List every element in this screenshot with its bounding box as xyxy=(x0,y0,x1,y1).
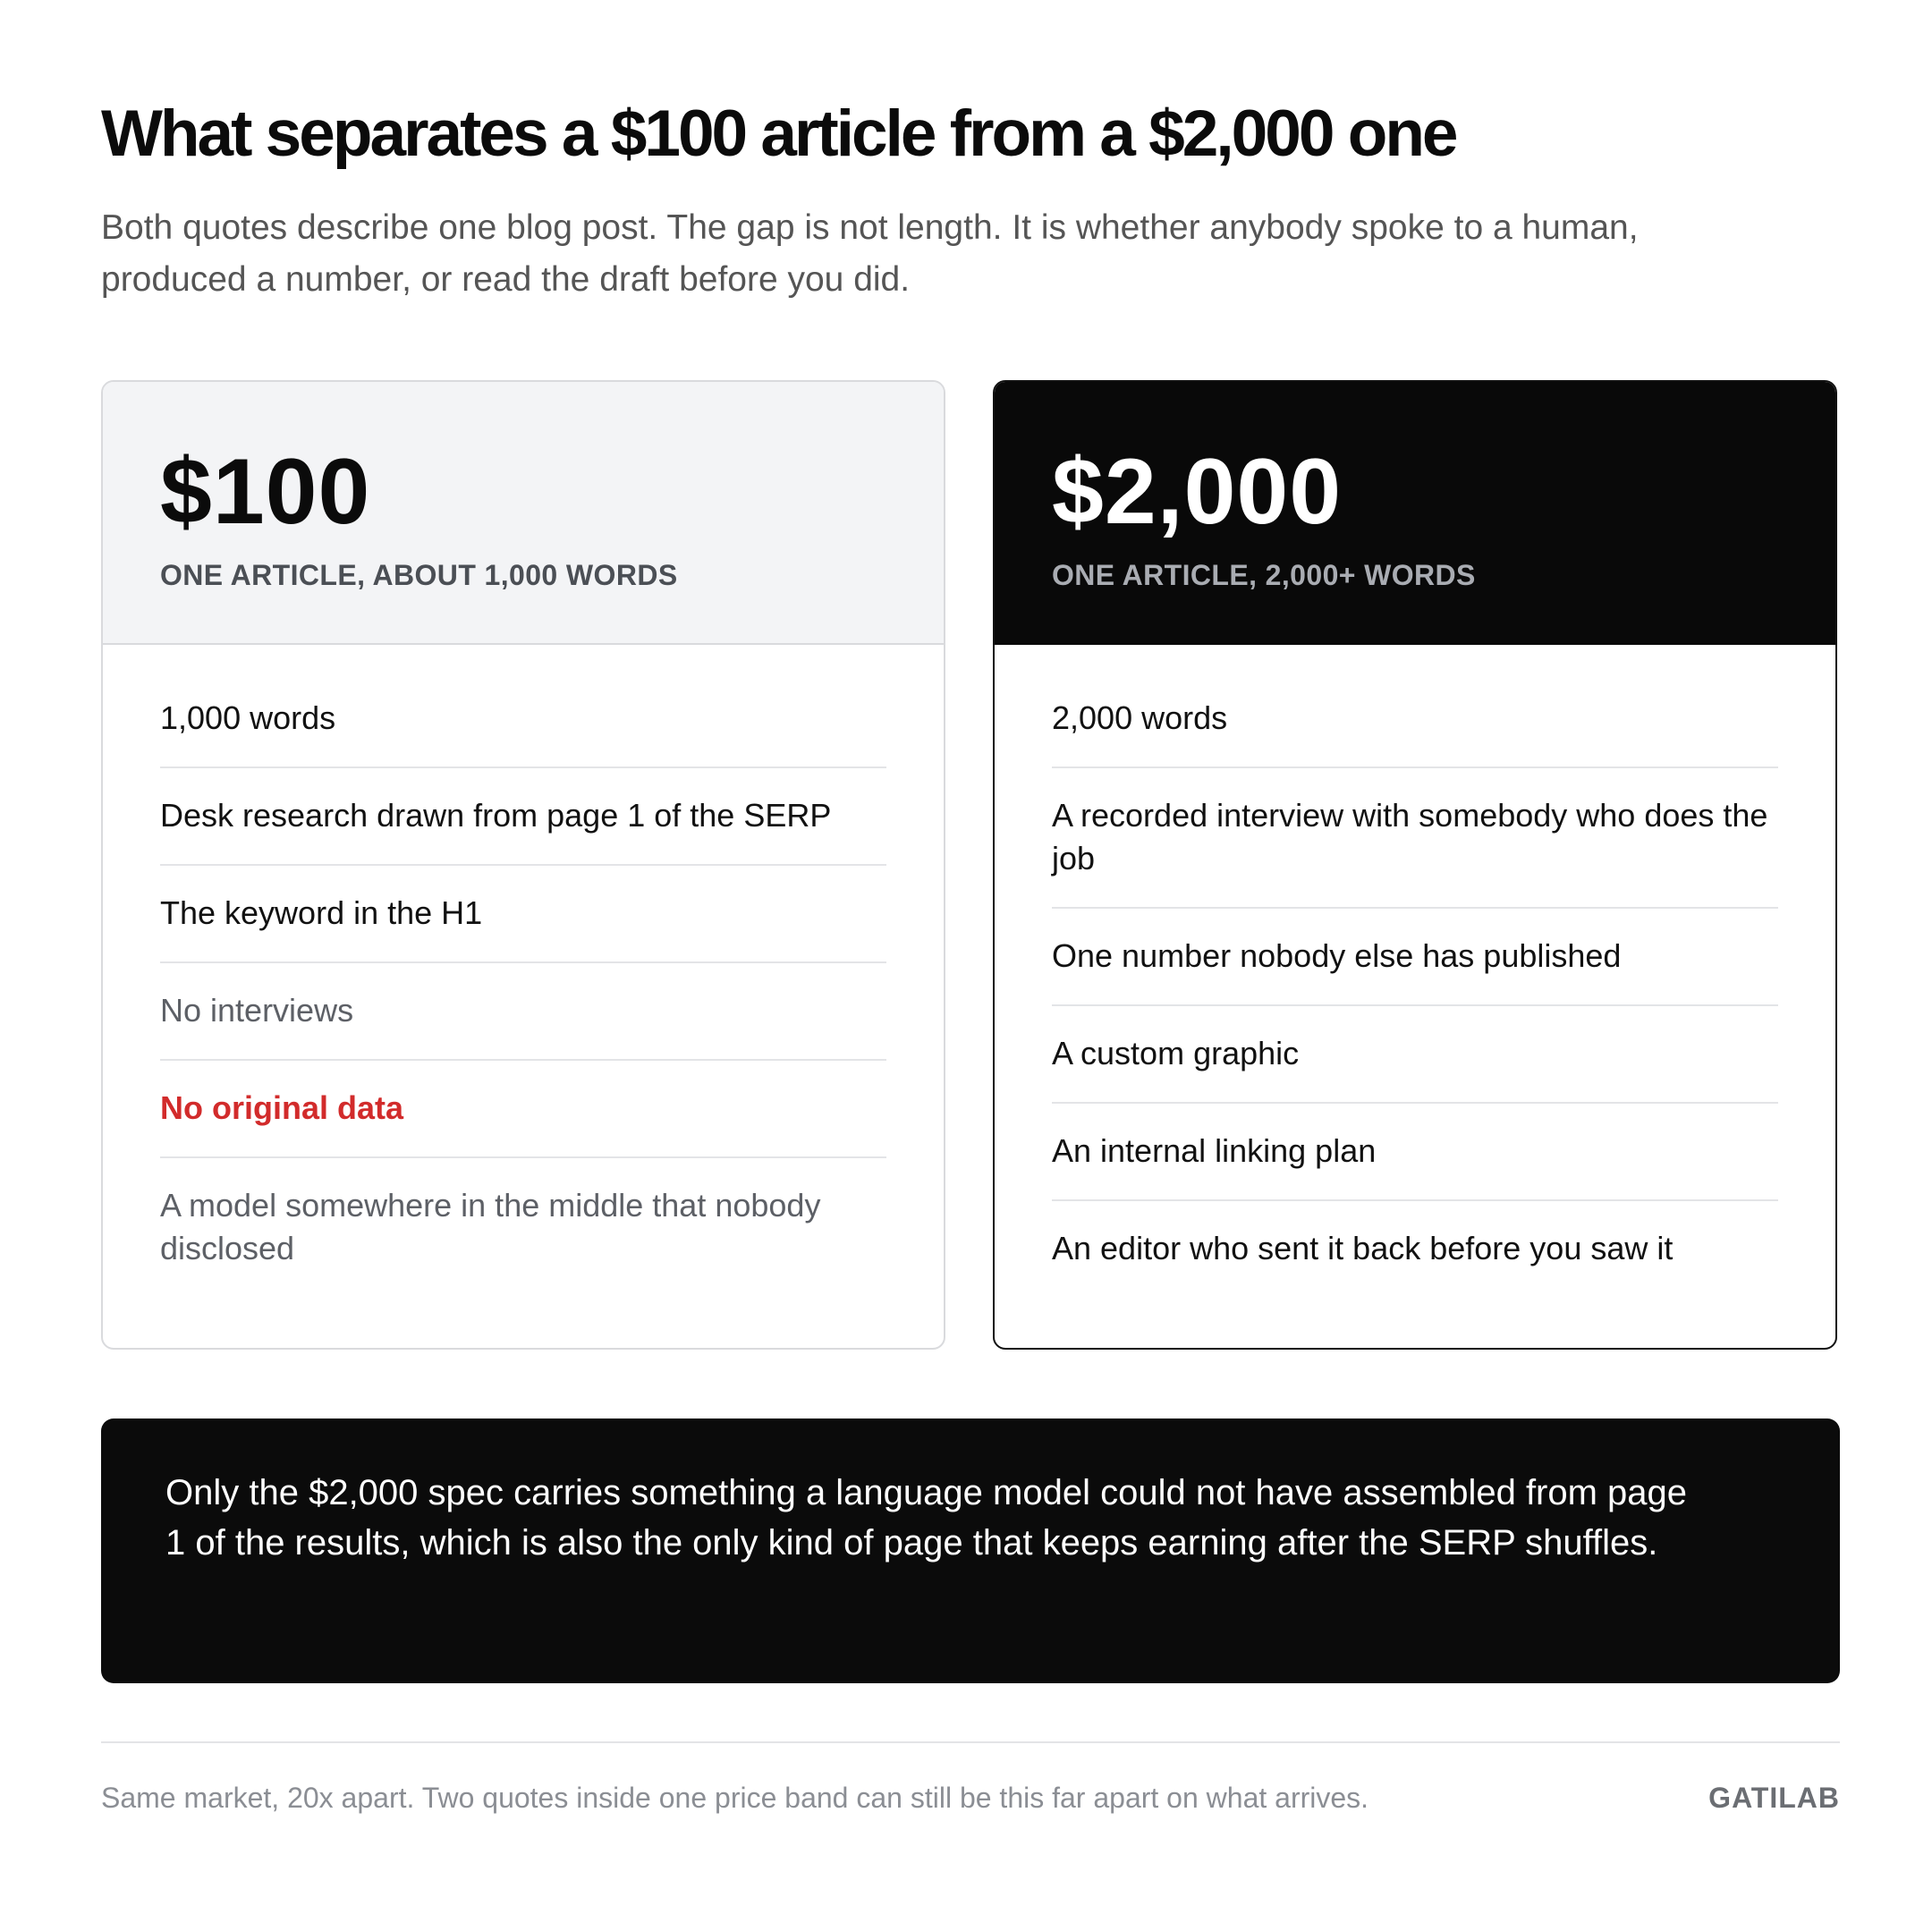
price-caption: ONE ARTICLE, 2,000+ WORDS xyxy=(1052,559,1476,591)
list-item-highlight: No original data xyxy=(160,1059,886,1156)
feature-list xyxy=(103,645,944,1297)
list-item: A recorded interview with somebody who does the job xyxy=(1052,766,1778,907)
list-item: One number nobody else has published xyxy=(1052,907,1778,1004)
price-label: $100 xyxy=(160,440,371,544)
list-item: A custom graphic xyxy=(1052,1004,1778,1102)
list-item: 2,000 words xyxy=(1052,699,1228,736)
footer-note: Same market, 20x apart. Two quotes inside one price band can still be this far apart on what arrives. xyxy=(101,1782,1369,1814)
card-header xyxy=(995,382,1835,645)
list-item: No interviews xyxy=(160,961,886,1059)
list-item: Desk research drawn from page 1 of the SERP xyxy=(160,766,886,864)
summary-banner xyxy=(101,1419,1840,1683)
brand-logo: GATILAB xyxy=(1708,1782,1840,1814)
list-item: A model somewhere in the middle that nobody disclosed xyxy=(160,1156,886,1297)
list-item: An internal linking plan xyxy=(1052,1102,1778,1199)
card-header xyxy=(103,382,944,645)
summary-text: Only the $2,000 spec carries something a language model could not have assembled from page 1 of the results, which is also the only kind of page that keeps earning after the SERP shuffles. xyxy=(165,1473,1688,1563)
feature-list xyxy=(995,645,1835,1297)
price-label: $2,000 xyxy=(1052,440,1343,544)
page-subtitle: Both quotes describe one blog post. The gap is not length. It is whether anybody spoke to a human, produced a number, or read the draft before you did. xyxy=(101,208,1639,299)
infographic xyxy=(101,0,1840,1914)
price-caption: ONE ARTICLE, ABOUT 1,000 WORDS xyxy=(160,559,678,591)
card-100 xyxy=(101,380,945,1350)
card-2000 xyxy=(993,380,1837,1350)
list-item: An editor who sent it back before you saw it xyxy=(1052,1199,1778,1297)
list-item: 1,000 words xyxy=(160,699,336,736)
list-item: The keyword in the H1 xyxy=(160,864,886,961)
page-title: What separates a $100 article from a $2,000 one xyxy=(101,97,1456,170)
footer-divider xyxy=(101,1741,1840,1743)
